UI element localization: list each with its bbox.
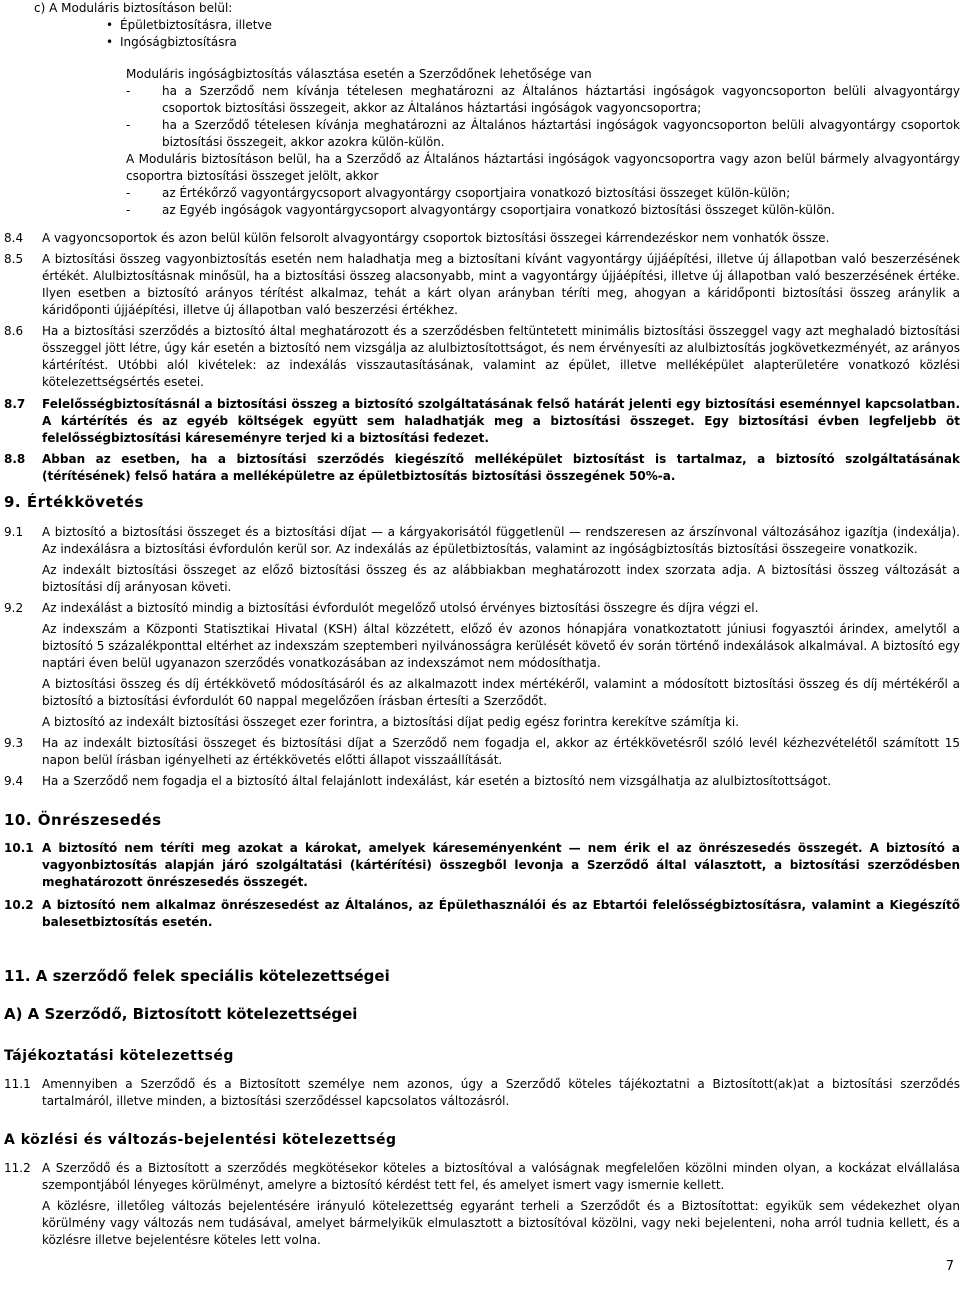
clause-10-2: 10.2 A biztosító nem alkalmaz önrészesedést az Általános, az Épülethasználói és az Ebtartói felelősségbiztosításra, valamint a Kiegészítő balesetbiztosítás esetén. — [4, 898, 960, 929]
dash-item: - ha a Szerződő tételesen kívánja meghatározni az Általános háztartási ingóságok vagyoncsoporton belüli alvagyontárgy csoportok biztosítási összegeit, akkor azokra külön-külön. — [126, 118, 960, 149]
dash-item: - az Egyéb ingóságok vagyontárgycsoport alvagyontárgy csoportjaira vonatkozó biztosítási összeget külön-külön. — [126, 203, 835, 217]
clause-8-4: 8.4 A vagyoncsoportok és azon belül külön felsorolt alvagyontárgy csoportok biztosítási összegei kárrendezéskor nem vonhatók össze. — [4, 231, 830, 245]
heading-section-11: 11. A szerződő felek speciális kötelezettségei — [4, 967, 390, 985]
bullet-icon: • — [106, 18, 114, 32]
heading-kozlesi: A közlési és változás-bejelentési kötelezettség — [4, 1132, 397, 1148]
clause-8-8: 8.8 Abban az esetben, ha a biztosítási szerződés kiegészítő melléképület biztosítást is tartalmaz, a biztosító szolgáltatásának (térítésének) felső határa a melléképületre az épületbiztosítás biztosítási összegének 50%-a. — [4, 452, 960, 483]
bullet-item: • Épületbiztosításra, illetve — [106, 18, 272, 32]
heading-tajekoztatasi: Tájékoztatási kötelezettség — [4, 1048, 234, 1064]
heading-section-11a: A) A Szerződő, Biztosított kötelezettségei — [4, 1005, 358, 1023]
clause-9-3: 9.3 Ha az indexált biztosítási összeget és biztosítási díjat a Szerződő nem fogadja el, akkor az értékkövetésről szóló levél kézhezvételétől számított 15 napon belül írásban igényelheti az értékkövetés előtti állapot visszaállítását. — [4, 736, 960, 767]
clause-11-1: 11.1 Amennyiben a Szerződő és a Biztosított személye nem azonos, úgy a Szerződő köteles tájékoztatni a Biztosított(ak)at a biztosítási szerződés tartalmáról, illetve minden, a biztosítási szerződéssel kapcsolatos változásról. — [4, 1077, 960, 1108]
dash-item: - az Értékőrző vagyontárgycsoport alvagyontárgy csoportjaira vonatkozó biztosítási összeget külön-külön; — [126, 186, 791, 200]
section-8 — [4, 230, 960, 485]
heading-section-9: 9. Értékkövetés — [4, 493, 144, 511]
section-c — [34, 0, 960, 51]
bullet-icon: • — [106, 35, 114, 49]
heading-section-10: 10. Önrészesedés — [4, 811, 162, 829]
clause-9-4: 9.4 Ha a Szerződő nem fogadja el a biztosító által felajánlott indexálást, kár esetén a biztosító nem vizsgálhatja az alulbiztosítottságot. — [4, 774, 832, 788]
clause-11-2: 11.2 A Szerződő és a Biztosított a szerződés megkötésekor köteles a biztosítóval a valóságnak megfelelően közölni minden olyan, a kockázat elvállalása szempontjából lényeges körülményt, amelyre a biztosító kérdést tett fel, és amelyet ismert vagy ismernie kellett. A közlésre, illetőleg változás bejelentésére irányuló kötelezettség egyaránt terheli a Szerződőt és a Biztosítottat: egyikük sem védekezhet olyan körülmény vagy változás nem tudásával, amelyet bármelyikük elmulasztott a biztosítóval közölni, vagy neki bejelenteni, noha arról tudnia kellett, és a közlésre illetve bejelentésre köteles lett volna. — [4, 1161, 960, 1247]
section-c-body — [126, 66, 960, 219]
section-10 — [4, 840, 960, 931]
section-9 — [4, 524, 960, 790]
bullet-item: • Ingóságbiztosításra — [106, 35, 237, 49]
clause-8-7: 8.7 Felelősségbiztosításnál a biztosítási összeg a biztosító szolgáltatásának felső határát jelenti egy biztosítási eseménnyel kapcsolatban. A kártérítés és az egyéb költségek együtt sem haladhatják meg a biztosítási összeget. Egy biztosítási évben legfeljebb öt felelősségbiztosítási káreseményre terjed ki a biztosítási fedezet. — [4, 397, 960, 445]
clause-9-2: 9.2 Az indexálást a biztosító mindig a biztosítási évfordulót megelőző utolsó érvényes biztosítási összegre és díjra végzi el. Az indexszám a Központi Statisztikai Hivatal (KSH) által közzétett, előző év azonos hónapjára vonatkoztatott júniusi fogyasztói árindex, amelytől a biztosító 5 százalékponttal eltérhet az indexszám szeptemberi nyilvánosságra kerülését követő év során történő indexálások alkalmával. A biztosító egy naptári éven belül ugyanazon szerződés vonatkozásában az indexszámot nem módosíthatja. A biztosítási összeg és díj értékkövető módosításáról és az alkalmazott index mértékéről, valamint a módosított biztosítási összeg és díj mértékéről a biztosító a biztosítási évfordulót 60 nappal megelőzően írásban értesíti a Szerződőt. A biztosító az indexált biztosítási összeget ezer forintra, a biztosítási díjat pedig egész forintra kerekítve számítja ki. — [4, 601, 960, 729]
dash-item: - ha a Szerződő nem kívánja tételesen meghatározni az Általános háztartási ingóságok vagyoncsoporton belüli alvagyontárgy csoportok biztosítási összegeit, akkor az Általános háztartási ingóságok vagyoncsoportra; — [126, 84, 960, 115]
clause-8-5: 8.5 A biztosítási összeg vagyonbiztosítás esetén nem haladhatja meg a biztosítani kívánt vagyontárgy újjáépítési, illetve új állapotban való beszerzésének értékét. Alulbiztosításnak minősül, ha a biztosítási összeg alacsonyabb, mint a vagyontárgy újjáépítési, illetve új állapotban való beszerzésének értéke. Ilyen esetben a biztosító arányos térítést alkalmaz, tehát a kárt olyan arányban téríti meg, ahogyan a káridőponti biztosítási összeg aránylik a káridőponti újjáépítési, illetve új állapotban való beszerzési értékhez. — [4, 252, 960, 317]
section-c-heading: c) A Moduláris biztosításon belül: — [34, 1, 233, 15]
section-c-para2: A Moduláris biztosításon belül, ha a Szerződő az Általános háztartási ingóságok vagyoncsoportra vagy azon belül bármely alvagyontárgy csoportra biztosítási összeget jelölt, akkor — [126, 152, 960, 183]
section-c-intro: Moduláris ingóságbiztosítás választása esetén a Szerződőnek lehetősége van — [126, 67, 592, 81]
clause-8-6: 8.6 Ha a biztosítási szerződés a biztosító által meghatározott és a szerződésben feltüntetett minimális biztosítási összeggel vagy azt meghaladó biztosítási összeggel jött létre, úgy kár esetén a biztosító nem vizsgálja az alulbiztosítottságot, és nem érvényesíti az alulbiztosítás jogkövetkezményét, az arányos kártérítést. Utóbbi alól kivételek: az indexálás visszautasításának, valamint az épület, illetve melléképület alapterületére vonatkozó közlési kötelezettségsértés esetei. — [4, 324, 960, 389]
page-number: 7 — [945, 1259, 954, 1274]
clause-10-1: 10.1 A biztosító nem téríti meg azokat a károkat, amelyek káreseményenként — nem érik el az önrészesedés összegét. A biztosító a vagyonbiztosítás alapján járó szolgáltatási (kártérítési) összegből levonja a Szerződő által választott, a biztosítási szerződésben meghatározott önrészesedés összegét. — [4, 841, 960, 889]
clause-9-1: 9.1 A biztosító a biztosítási összeget és a biztosítási díjat — a kárgyakorisától függetlenül — rendszeresen az árszínvonal változásához igazítja (indexálja). Az indexálásra a biztosítási évfordulón kerül sor. Az indexálás az épületbiztosítás, valamint az ingóságbiztosítás biztosítási összegeire vonatkozik. Az indexált biztosítási összeget az előző biztosítási összeg és az alábbiakban meghatározott index szorzata adja. A biztosítási összeg változását a biztosítási díj arányosan követi. — [4, 525, 960, 594]
